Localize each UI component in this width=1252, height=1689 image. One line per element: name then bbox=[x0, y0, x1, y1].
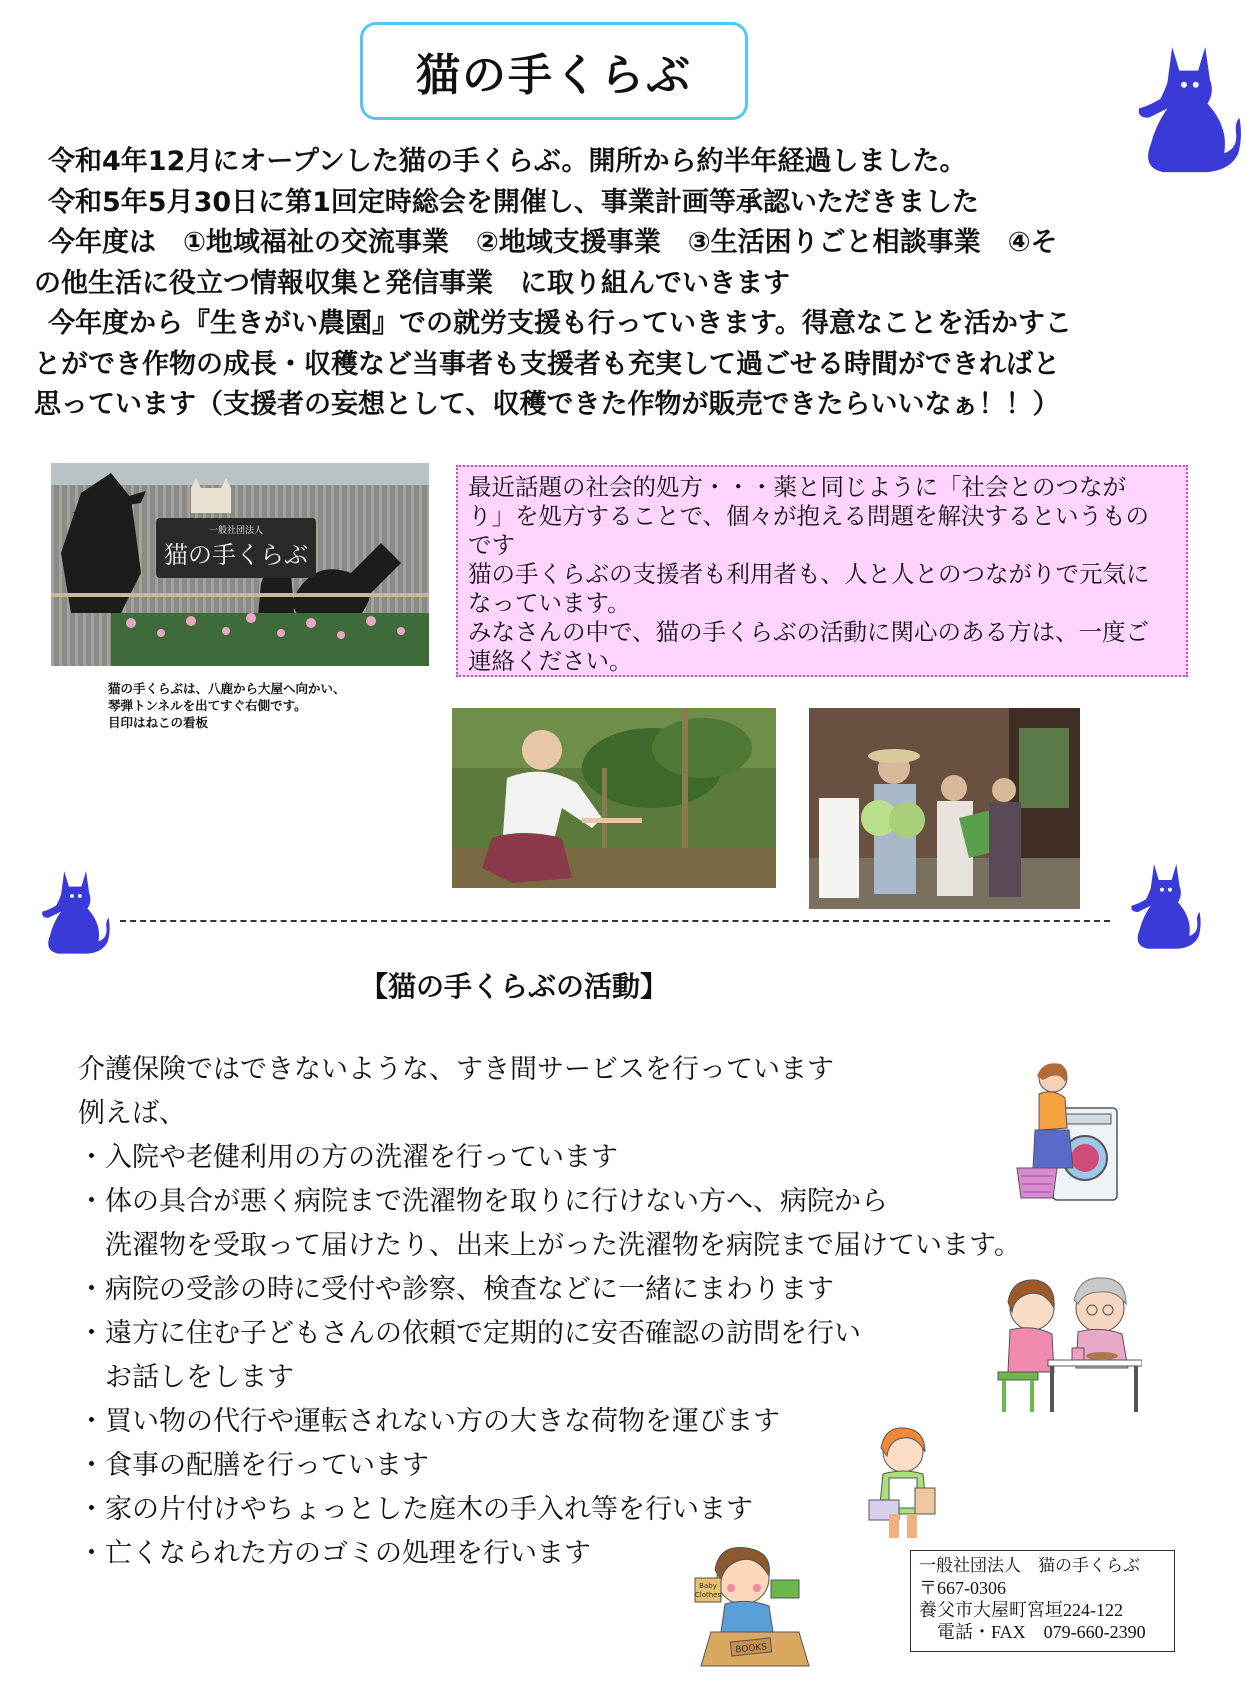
section-divider bbox=[120, 920, 1110, 922]
box-tag-baby: Baby bbox=[699, 1582, 717, 1590]
contact-postal: 〒667-0306 bbox=[919, 1578, 1006, 1598]
garden-photo bbox=[452, 708, 776, 888]
box-line: です bbox=[468, 531, 515, 559]
contact-box bbox=[910, 1550, 1175, 1652]
caption-line: 目印はねこの看板 bbox=[108, 715, 209, 730]
sign-photo-caption bbox=[108, 680, 428, 731]
box-line: 連絡ください。 bbox=[468, 647, 633, 675]
activity-line: ・入院や老健利用の方の洗濯を行っています bbox=[78, 1142, 618, 1173]
intro-line: とができ作物の成長・収穫など当事者も支援者も充実して過ごせる時間ができればと bbox=[34, 348, 1060, 380]
caption-line: 猫の手くらぶは、八鹿から大屋へ向かい、 bbox=[108, 681, 346, 696]
caption-line: 琴弾トンネルを出てすぐ右側です。 bbox=[108, 698, 307, 713]
social-prescription-box bbox=[456, 465, 1188, 677]
books-label: BOOKS bbox=[734, 1642, 768, 1656]
harvest-photo bbox=[809, 708, 1080, 909]
sign-org-text: 一般社団法人 bbox=[208, 526, 264, 536]
shopping-illustration bbox=[865, 1422, 941, 1542]
activity-line: ・亡くなられた方のゴミの処理を行います bbox=[78, 1538, 591, 1569]
intro-line: 思っています（支援者の妄想として、収穫できた作物が販売できたらいいなぁ！！） bbox=[34, 389, 1060, 420]
activity-line: ・病院の受診の時に受付や診察、検査などに一緒にまわります bbox=[78, 1274, 834, 1305]
box-line: 最近話題の社会的処方・・・薬と同じように「社会とのつなが bbox=[468, 473, 1126, 501]
moving-illustration bbox=[691, 1540, 819, 1670]
laundry-illustration bbox=[1013, 1058, 1121, 1208]
activity-line: 介護保険ではできないような、すき間サービスを行っています bbox=[78, 1054, 834, 1085]
activity-line: ・遠方に住む子どもさんの依頼で定期的に安否確認の訪問を行い bbox=[78, 1318, 861, 1349]
intro-line: 今年度から『生きがい農園』での就労支援も行っていきます。得意なことを活かすこ bbox=[48, 308, 1072, 339]
contact-phone: 電話・FAX 079-660-2390 bbox=[919, 1622, 1146, 1642]
activity-line: ・家の片付けやちょっとした庭木の手入れ等を行います bbox=[78, 1494, 753, 1525]
intro-line: の他生活に役立つ情報収集と発信事業 に取り組んでいきます bbox=[34, 267, 790, 299]
activity-line: 洗濯物を受取って届けたり、出来上がった洗濯物を病院まで届けています。 bbox=[78, 1230, 1021, 1261]
contact-org: 一般社団法人 猫の手くらぶ bbox=[919, 1556, 1140, 1576]
tea-visit-illustration bbox=[992, 1268, 1142, 1416]
box-line: みなさんの中で、猫の手くらぶの活動に関心のある方は、一度ご bbox=[468, 618, 1150, 646]
activity-line: 例えば、 bbox=[78, 1098, 186, 1129]
activity-line: お話しをします bbox=[78, 1362, 294, 1393]
intro-text bbox=[34, 142, 1194, 426]
sign-photo bbox=[51, 463, 429, 666]
box-tag-clothes: Clothes bbox=[694, 1591, 722, 1599]
cat-icon bbox=[1122, 855, 1202, 953]
box-line: 猫の手くらぶの支援者も利用者も、人と人とのつながりで元気に bbox=[468, 560, 1150, 588]
contact-address: 養父市大屋町宮垣224-122 bbox=[919, 1600, 1123, 1620]
activity-line: ・買い物の代行や運転されない方の大きな荷物を運びます bbox=[78, 1406, 780, 1437]
activity-line: ・体の具合が悪く病院まで洗濯物を取りに行けない方へ、病院から bbox=[78, 1186, 888, 1217]
box-line: り」を処方することで、個々が抱える問題を解決するというもの bbox=[468, 502, 1150, 530]
intro-line: 令和5年5月30日に第1回定時総会を開催し、事業計画等承認いただきました bbox=[48, 186, 979, 218]
activities-title: 【猫の手くらぶの活動】 bbox=[360, 970, 669, 1003]
page-title: 猫の手くらぶ bbox=[416, 50, 692, 101]
intro-line: 今年度は ①地域福祉の交流事業 ②地域支援事業 ③生活困りごと相談事業 ④そ bbox=[48, 227, 1058, 258]
sign-name-text: 猫の手くらぶ bbox=[164, 541, 308, 569]
cat-icon bbox=[33, 862, 111, 958]
activity-line: ・食事の配膳を行っています bbox=[78, 1450, 429, 1481]
box-line: なっています。 bbox=[468, 589, 631, 617]
intro-line: 令和4年12月にオープンした猫の手くらぶ。開所から約半年経過しました。 bbox=[48, 146, 967, 177]
title-box bbox=[360, 22, 748, 120]
